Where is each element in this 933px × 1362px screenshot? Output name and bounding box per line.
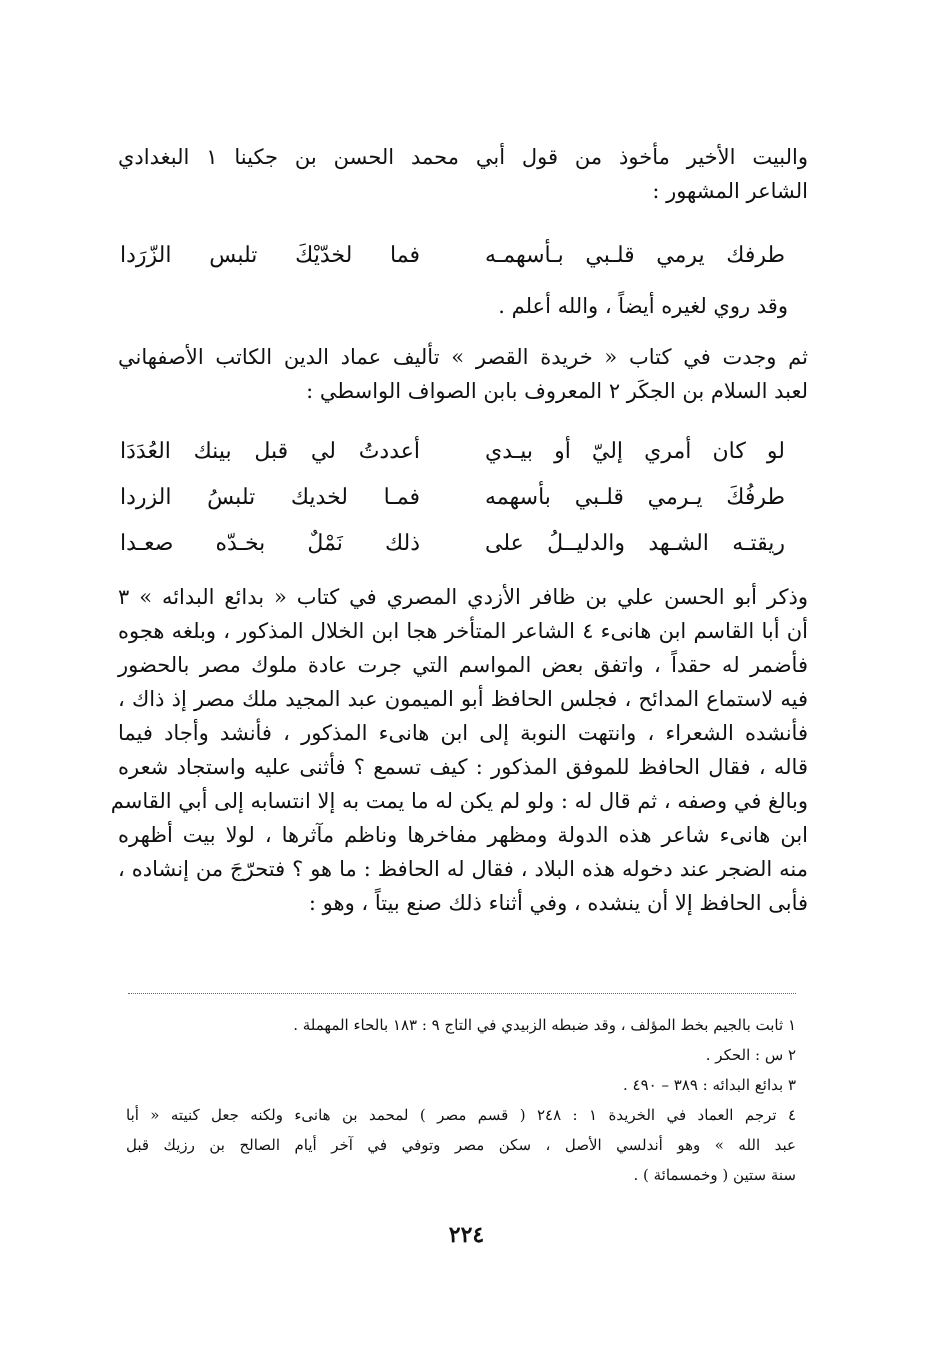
second-paragraph bbox=[118, 340, 808, 408]
text-line: ثم وجدت في كتاب « خريدة القصر » تأليف عماد الدين الكاتب الأصفهاني bbox=[118, 345, 808, 369]
text-line: قاله ، فقال الحافظ للموفق المذكور : كيف تسمع ؟ فأثنى عليه واستجاد شعره bbox=[118, 755, 808, 779]
verse-line bbox=[120, 428, 785, 474]
verse-line bbox=[120, 474, 785, 520]
text-line: فأنشده الشعراء ، وانتهت النوبة إلى ابن هانىء المذكور ، فأنشد وأجاد فيما bbox=[118, 721, 808, 745]
footnote-4-end: سنة ستين ( وخمسمائة ) . bbox=[633, 1166, 796, 1184]
verse-quote-1 bbox=[120, 232, 785, 278]
verse-line bbox=[120, 520, 785, 566]
page-number: ٢٢٤ bbox=[448, 1222, 485, 1248]
verse-first-hemistich: طرفُكَ يـرمي قلـبي بأسهمه bbox=[485, 484, 785, 510]
text-line: منه الضجر عند دخوله هذه البلاد ، فقال له الحافظ : ما هو ؟ فتحرّجَ من إنشاده ، bbox=[118, 857, 808, 881]
footnote-4-continued: عبد الله » وهو أندلسي الأصل ، سكن مصر وتوفي في آخر أيام الصالح بن رزيك قبل bbox=[126, 1136, 796, 1154]
verse-first-hemistich: ريقتـه الشـهد والدليــلُ على bbox=[485, 530, 785, 556]
verse-second-hemistich: أعددتُ لي قبل بينك العُدَدَا bbox=[120, 438, 420, 464]
verse-second-hemistich: فما لخدّيْكَ تلبس الزّرَدا bbox=[120, 242, 420, 268]
footnote-3: ٣ بدائع البدائه : ٣٨٩ – ٤٩٠ . bbox=[622, 1076, 796, 1094]
text-line: لعبد السلام بن الجكَر ٢ المعروف بابن الصواف الواسطي : bbox=[306, 379, 808, 403]
text-line: أن أبا القاسم ابن هانىء ٤ الشاعر المتأخر هجا ابن الخلال المذكور ، وبلغه هجوه bbox=[118, 619, 808, 643]
footnote-divider bbox=[128, 993, 796, 994]
text-line: وذكر أبو الحسن علي بن ظافر الأزدي المصري في كتاب « بدائع البدائه » ٣ bbox=[118, 585, 808, 609]
attribution-line: وقد روي لغيره أيضاً ، والله أعلم . bbox=[498, 294, 788, 318]
verse-line bbox=[120, 232, 785, 278]
text-line: فأبى الحافظ إلا أن ينشده ، وفي أثناء ذلك صنع بيتاً ، وهو : bbox=[308, 891, 808, 915]
text-line: فأضمر له حقداً ، واتفق بعض المواسم التي جرت عادة ملوك مصر بالحضور bbox=[118, 653, 808, 677]
footnotes bbox=[126, 1010, 796, 1190]
text-line: وبالغ في وصفه ، ثم قال له : ولو لم يكن له ما يمت به إلا انتسابه إلى أبي القاسم bbox=[110, 789, 808, 813]
footnote-4: ٤ ترجم العماد في الخريدة ١ : ٢٤٨ ( قسم مصر ) لمحمد بن هانىء ولكنه جعل كنيته « أبا bbox=[126, 1106, 797, 1124]
text-line: والبيت الأخير مأخوذ من قول أبي محمد الحسن بن جكينا ١ البغدادي bbox=[118, 145, 808, 169]
text-line: فيه لاستماع المدائح ، فجلس الحافظ أبو الميمون عبد المجيد ملك مصر إذ ذاك ، bbox=[118, 687, 808, 711]
text-line: الشاعر المشهور : bbox=[652, 179, 808, 203]
verse-first-hemistich: لو كان أمري إليّ أو بيـدي bbox=[485, 438, 785, 464]
verse-first-hemistich: طرفك يرمي قلـبي بـأسهمـه bbox=[485, 242, 785, 268]
text-line: ابن هانىء شاعر هذه الدولة ومظهر مفاخرها وناظم مآثرها ، لولا بيت أظهره bbox=[118, 823, 808, 847]
verse-second-hemistich: فمـا لخديك تلبسُ الزردا bbox=[120, 484, 420, 510]
footnote-1: ١ ثابت بالجيم بخط المؤلف ، وقد ضبطه الزبيدي في التاج ٩ : ١٨٣ بالحاء المهملة . bbox=[293, 1016, 796, 1034]
poem bbox=[120, 428, 785, 566]
intro-paragraph bbox=[118, 140, 808, 208]
verse-second-hemistich: ذلك نَمْلٌ بخـدّه صعـدا bbox=[120, 530, 420, 556]
third-paragraph bbox=[110, 580, 808, 920]
footnote-2: ٢ س : الحكر . bbox=[705, 1046, 796, 1064]
